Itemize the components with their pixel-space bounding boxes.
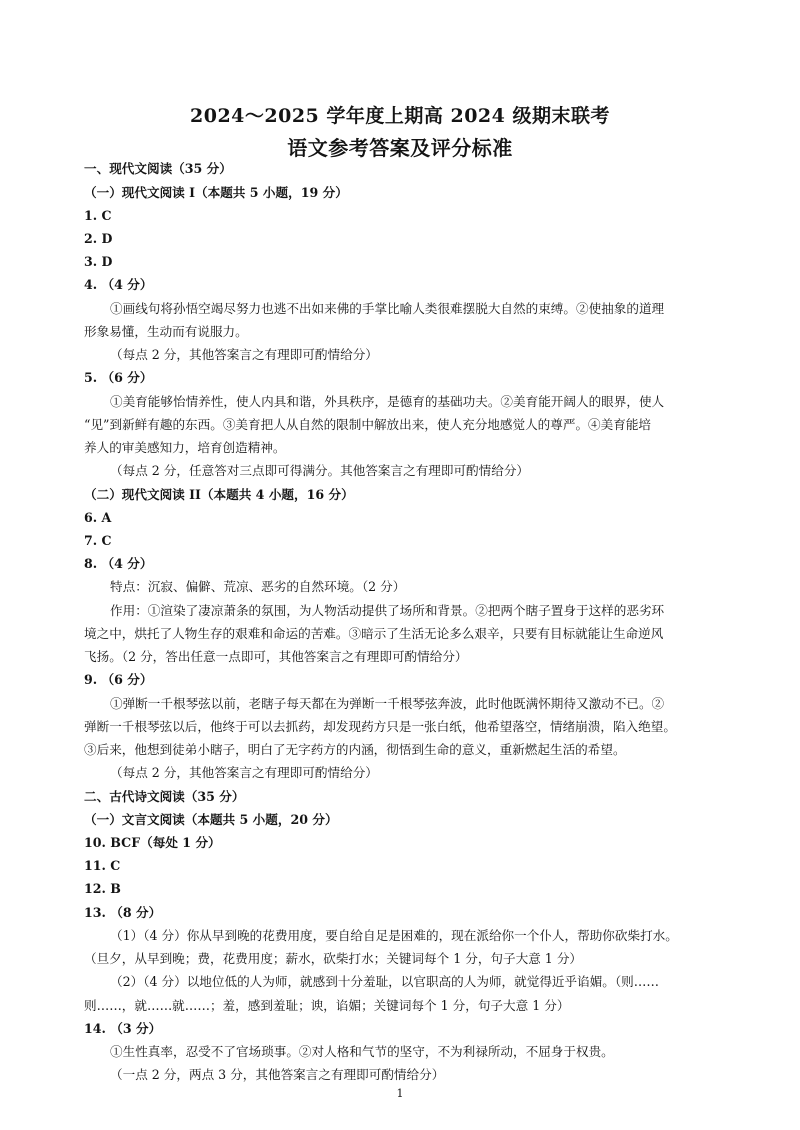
answer-q8-feature: 特点：沉寂、偏僻、荒凉、恶劣的自然环境。（2 分） bbox=[110, 579, 406, 594]
answer-q7: 7. C bbox=[84, 533, 112, 548]
answer-q8-header: 8. （4 分） bbox=[84, 556, 153, 571]
answer-q14-header: 14. （3 分） bbox=[84, 1021, 162, 1036]
answer-q12: 12. B bbox=[84, 881, 121, 896]
answer-q5-text-1: ①美育能够怡情养性，使人内具和谐，外具秩序，是德育的基础功夫。②美育能开阔人的眼界，使人 bbox=[110, 394, 665, 409]
answer-q10: 10. BCF（每处 1 分） bbox=[84, 835, 221, 850]
answer-q2: 2. D bbox=[84, 231, 113, 246]
answer-q13-part1-scoring: （旦夕，从早到晚；费，花费用度；薪水，砍柴打水；关键词每个 1 分，句子大意 1 分） bbox=[84, 951, 583, 966]
answer-q8-text-1: 作用：①渲染了凄凉萧条的氛围，为人物活动提供了场所和背景。②把两个瞎子置身于这样的恶劣环 bbox=[110, 603, 665, 618]
answer-q1: 1. C bbox=[84, 208, 112, 223]
answer-q13-part1: （1）（4 分）你从早到晚的花费用度，要自给自足是困难的，现在派给你一个仆人，帮助你砍柴打水。 bbox=[110, 928, 678, 943]
answer-q8-text-2: 境之中，烘托了人物生存的艰难和命运的苦难。③暗示了生活无论多么艰辛，只要有目标就能让生命逆风 bbox=[84, 626, 664, 641]
answer-q9-text-3: ③后来，他想到徒弟小瞎子，明白了无字药方的内涵，彻悟到生命的意义，重新燃起生活的希望。 bbox=[84, 742, 626, 757]
exam-subtitle: 语文参考答案及评分标准 bbox=[287, 136, 513, 160]
answer-q8-text-3: 飞扬。（2 分，答出任意一点即可，其他答案言之有理即可酌情给分） bbox=[84, 649, 468, 664]
answer-q9-text-1: ①弹断一千根琴弦以前，老瞎子每天都在为弹断一千根琴弦奔波，此时他既满怀期待又激动不已。② bbox=[110, 696, 665, 711]
answer-q4-text-1: ①画线句将孙悟空竭尽努力也逃不出如来佛的手掌比喻人类很难摆脱大自然的束缚。②使抽象的道理 bbox=[110, 301, 665, 316]
section-heading-2: 二、古代诗文阅读（35 分） bbox=[84, 789, 245, 804]
page-number: 1 bbox=[396, 1087, 404, 1100]
answer-q14-scoring: （一点 2 分，两点 3 分，其他答案言之有理即可酌情给分） bbox=[110, 1067, 445, 1082]
answer-q5-header: 5. （6 分） bbox=[84, 370, 153, 385]
answer-q5-text-3: 养人的审美感知力，培育创造精神。 bbox=[84, 440, 286, 455]
answer-q6: 6. A bbox=[84, 510, 112, 525]
answer-q14-text: ①生性真率，忍受不了官场琐事。②对人格和气节的坚守，不为利禄所动，不屈身于权贵。 bbox=[110, 1044, 614, 1059]
answer-q9-text-2: 弹断一千根琴弦以后，他终于可以去抓药，却发现药方只是一张白纸，他希望落空，情绪崩溃，陷入绝望。 bbox=[84, 719, 676, 734]
answer-q9-header: 9. （6 分） bbox=[84, 672, 153, 687]
subsection-heading-1-1: （一）现代文阅读 I（本题共 5 小题，19 分） bbox=[84, 185, 348, 200]
answer-q3: 3. D bbox=[84, 254, 113, 269]
answer-q4-header: 4. （4 分） bbox=[84, 277, 153, 292]
subsection-heading-2-1: （一）文言文阅读（本题共 5 小题，20 分） bbox=[84, 812, 338, 827]
answer-q11: 11. C bbox=[84, 858, 121, 873]
answer-q4-scoring: （每点 2 分，其他答案言之有理即可酌情给分） bbox=[110, 347, 378, 362]
exam-title: 2024～2025 学年度上期高 2024 级期末联考 bbox=[190, 105, 610, 127]
answer-q9-scoring: （每点 2 分，其他答案言之有理即可酌情给分） bbox=[110, 765, 378, 780]
answer-q5-scoring: （每点 2 分，任意答对三点即可得满分。其他答案言之有理即可酌情给分） bbox=[110, 463, 530, 478]
subsection-heading-1-2: （二）现代文阅读 II（本题共 4 小题，16 分） bbox=[84, 487, 354, 502]
section-heading-1: 一、现代文阅读（35 分） bbox=[84, 161, 232, 176]
answer-q13-part2-scoring: 则……，就……就……；羞，感到羞耻；谀，谄媚；关键词每个 1 分，句子大意 1 分） bbox=[84, 998, 570, 1013]
answer-q13-part2: （2）（4 分）以地位低的人为师，就感到十分羞耻，以官职高的人为师，就觉得近乎谄媚。（则…… bbox=[110, 974, 659, 989]
answer-q13-header: 13. （8 分） bbox=[84, 905, 162, 920]
answer-q4-text-2: 形象易懂，生动而有说服力。 bbox=[84, 324, 248, 339]
answer-q5-text-2: “见”到新鲜有趣的东西。③美育把人从自然的限制中解放出来，使人充分地感觉人的尊严。④美育能培 bbox=[84, 417, 652, 432]
